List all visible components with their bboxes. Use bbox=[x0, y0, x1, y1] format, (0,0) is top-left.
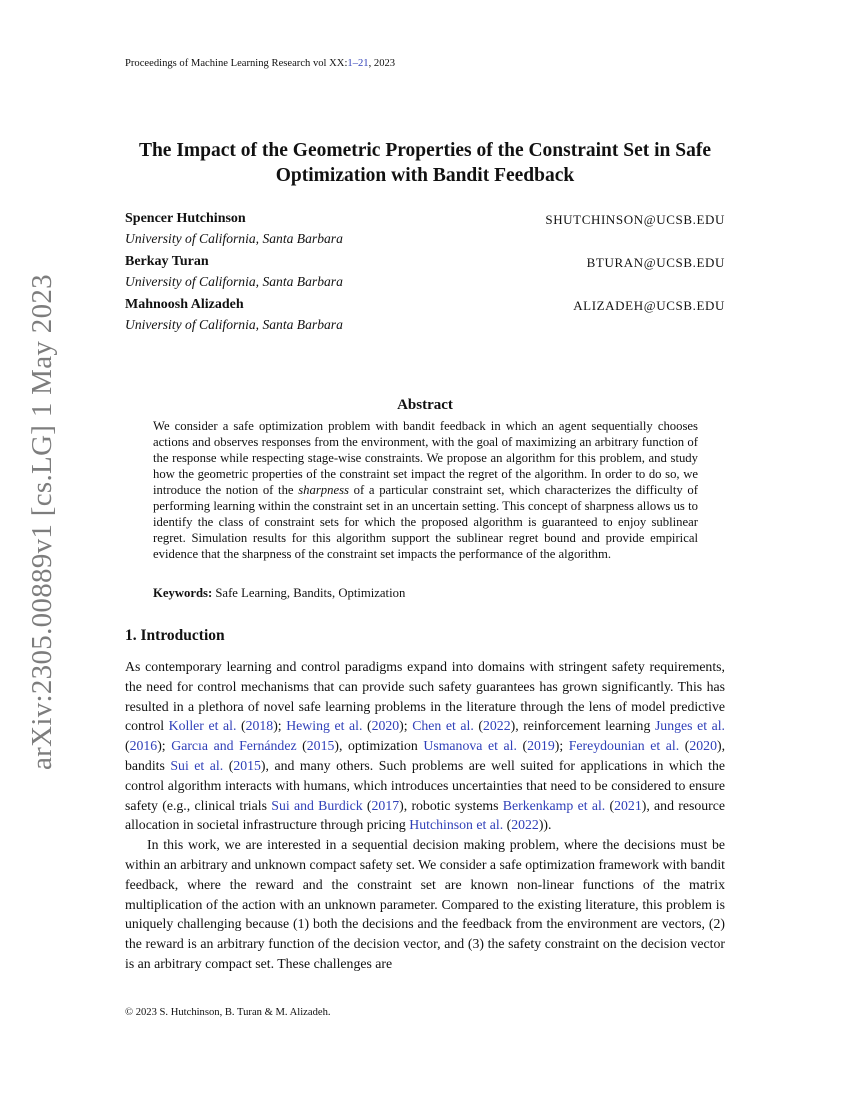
citation-link[interactable]: 2020 bbox=[371, 718, 400, 734]
paragraph-text: ), optimization bbox=[334, 738, 424, 754]
keywords-list: Safe Learning, Bandits, Optimization bbox=[212, 586, 406, 600]
paragraph-text: ( bbox=[503, 817, 512, 833]
citation-link[interactable]: Junges et al. bbox=[654, 718, 726, 734]
introduction-body bbox=[125, 657, 725, 974]
title-line-2: Optimization with Bandit Feedback bbox=[275, 165, 575, 186]
citation-link[interactable]: 2022 bbox=[483, 718, 511, 734]
author-block-2 bbox=[125, 254, 725, 290]
proceedings-header bbox=[125, 58, 395, 69]
abstract-heading: Abstract bbox=[397, 397, 453, 413]
citation-link[interactable]: 2015 bbox=[233, 757, 261, 773]
paragraph-text: ), and many others. Such problems are well suited for applications in which the control algorithm interacts with humans, which introduces uncertainties that need to be considered to ensure safety (e.g., clinical trials bbox=[125, 757, 725, 813]
paragraph-text: ), bandits bbox=[125, 738, 726, 773]
paragraph-text: ), robotic systems bbox=[399, 797, 503, 813]
paragraph-text: As contemporary learning and control paradigms expand into domains with stringent safety requirements, the need for control mechanisms that can provide such safety guarantees has grown significantly. This has resulted in a plethora of novel safe learning problems in the literature through the lens of model predictive control bbox=[125, 659, 725, 734]
paragraph-text: ( bbox=[516, 738, 528, 754]
citation-link[interactable]: 2020 bbox=[689, 738, 717, 754]
venue-label: Proceedings of Machine Learning Research vol XX: bbox=[125, 58, 348, 69]
author-email: SHUTCHINSON@UCSB.EDU bbox=[545, 212, 725, 227]
citation-link[interactable]: Usmanova et al. bbox=[423, 738, 517, 754]
author-name: Spencer Hutchinson bbox=[125, 211, 246, 226]
citation-link[interactable]: 2015 bbox=[306, 738, 335, 754]
citation-link[interactable]: Hutchinson et al. bbox=[409, 817, 504, 833]
author-affiliation: University of California, Santa Barbara bbox=[125, 317, 343, 332]
paragraph-text: ( bbox=[679, 738, 690, 754]
section-heading-introduction: 1. Introduction bbox=[125, 627, 225, 644]
citation-link[interactable]: Garcıa and Fernández bbox=[171, 738, 297, 754]
paragraph-text: ( bbox=[362, 718, 372, 734]
author-email: ALIZADEH@UCSB.EDU bbox=[573, 298, 725, 313]
paragraph-text: ), reinforcement learning bbox=[510, 718, 655, 734]
author-block-3 bbox=[125, 297, 725, 333]
paragraph-text: ); bbox=[399, 718, 413, 734]
author-affiliation: University of California, Santa Barbara bbox=[125, 274, 343, 289]
citation-link[interactable]: 2016 bbox=[129, 738, 158, 754]
author-email: BTURAN@UCSB.EDU bbox=[586, 255, 725, 270]
paragraph-text: )). bbox=[538, 817, 552, 833]
abstract-body bbox=[153, 418, 698, 562]
citation-link[interactable]: Koller et al. bbox=[168, 718, 237, 734]
author-name: Berkay Turan bbox=[125, 254, 209, 269]
paragraph-text: ( bbox=[362, 797, 372, 813]
citation-link[interactable]: 2022 bbox=[511, 817, 539, 833]
citation-link[interactable]: Fereydounian et al. bbox=[568, 738, 680, 754]
paragraph-text: ( bbox=[236, 718, 246, 734]
citation-link[interactable]: 2021 bbox=[614, 797, 642, 813]
paragraph-text: ( bbox=[473, 718, 483, 734]
citation-link[interactable]: Chen et al. bbox=[412, 718, 474, 734]
abstract-emphasis: sharpness bbox=[298, 483, 349, 497]
title-line-1: The Impact of the Geometric Properties of the Constraint Set in Safe bbox=[138, 140, 712, 161]
author-name: Mahnoosh Alizadeh bbox=[125, 297, 244, 312]
paragraph-text: ), and resource allocation in societal infrastructure through pricing bbox=[125, 797, 725, 833]
paper-title bbox=[115, 138, 735, 188]
page-range-link[interactable]: 1–21 bbox=[347, 58, 369, 69]
citation-link[interactable]: 2018 bbox=[245, 718, 274, 734]
author-block-1 bbox=[125, 211, 725, 247]
citation-link[interactable]: Hewing et al. bbox=[286, 718, 363, 734]
abstract-text-a: We consider a safe optimization problem with bandit feedback in which an agent sequentially chooses actions and observes responses from the environment, with the goal of maximizing an arbitrary function of the response while respecting stage-wise constraints. We propose an algorithm for this problem, and study how the geometric properties of the constraint set impact the regret of the algorithm. In order to do so, we introduce the notion of the bbox=[153, 419, 698, 497]
intro-paragraph-1 bbox=[125, 657, 725, 835]
venue-year: , 2023 bbox=[368, 58, 396, 69]
citation-link[interactable]: Sui et al. bbox=[170, 757, 224, 773]
intro-paragraph-2: In this work, we are interested in a sequential decision making problem, where the decisions must be within an arbitrary and unknown compact safety set. We consider a safe optimization framework with bandit feedback, where the reward and the constraint set are known non-linear functions of the matrix multiplication of the action with an unknown parameter. Compared to the existing literature, this problem is uniquely challenging because (1) both the decisions and the feedback from the environment are vectors, (2) the reward is an arbitrary function of the decision vector, and (3) the safety constraint on the decision vector is an arbitrary compact set. These challenges are bbox=[125, 837, 725, 971]
paragraph-text: ); bbox=[273, 718, 287, 734]
paragraph-text: ( bbox=[296, 738, 307, 754]
paragraph-text: ( bbox=[125, 738, 130, 754]
copyright-footer: © 2023 S. Hutchinson, B. Turan & M. Alizadeh. bbox=[125, 1007, 331, 1018]
paragraph-text: ( bbox=[605, 797, 615, 813]
paragraph-text: ( bbox=[223, 757, 234, 773]
keywords bbox=[153, 586, 698, 601]
author-affiliation: University of California, Santa Barbara bbox=[125, 231, 343, 246]
citation-link[interactable]: Berkenkamp et al. bbox=[502, 797, 606, 813]
paragraph-text: ); bbox=[554, 738, 569, 754]
abstract-text-b: of a particular constraint set, which characterizes the difficulty of performing learning within the constraint set in an uncertain setting. This concept of sharpness allows us to identify the class of constraint sets for which the proposed algorithm is guaranteed to enjoy sublinear regret. Simulation results for this algorithm support the sublinear regret bound and provide empirical evidence that the sharpness of the constraint set impacts the performance of the algorithm. bbox=[153, 483, 698, 561]
citation-link[interactable]: Sui and Burdick bbox=[271, 797, 363, 813]
keywords-label: Keywords: bbox=[153, 586, 213, 600]
citation-link[interactable]: 2017 bbox=[371, 797, 400, 813]
citation-link[interactable]: 2019 bbox=[527, 738, 555, 754]
paragraph-text: ); bbox=[157, 738, 172, 754]
arxiv-identifier-stamp: arXiv:2305.00889v1 [cs.LG] 1 May 2023 bbox=[26, 274, 58, 770]
